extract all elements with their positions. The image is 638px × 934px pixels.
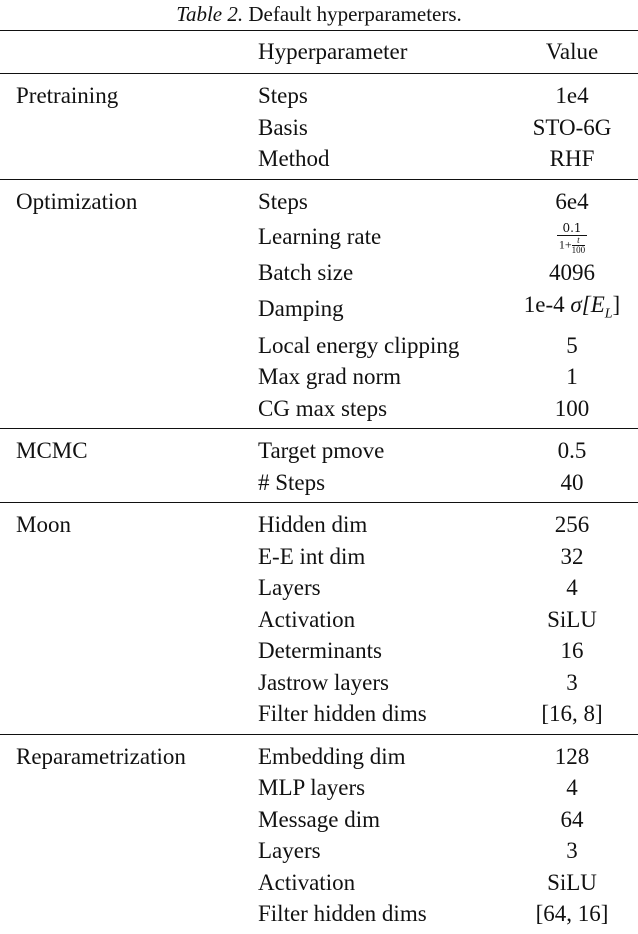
value-cell: 3 [566, 838, 578, 864]
value-cell: 16 [560, 638, 584, 664]
param-cell: Filter hidden dims [258, 901, 427, 927]
value-cell: SiLU [547, 869, 597, 895]
param-cell: Determinants [258, 638, 382, 664]
param-cell: Max grad norm [258, 364, 402, 390]
param-cell: # Steps [258, 469, 326, 495]
group-pretraining [0, 74, 638, 180]
value-cell: 256 [554, 512, 590, 538]
param-cell: Method [258, 146, 330, 171]
param-cell: Steps [258, 83, 308, 108]
header-hyperparameter: Hyperparameter [258, 39, 408, 64]
value-cell: 3 [566, 669, 578, 695]
param-cell: Activation [258, 606, 356, 632]
value-cell: 1 [566, 364, 578, 390]
value-cell: 40 [560, 469, 584, 495]
param-cell: Learning rate [258, 224, 382, 249]
learning-rate-fraction [557, 222, 587, 255]
group-label: Moon [16, 512, 71, 538]
table-row [0, 734, 638, 772]
group-optimization [0, 179, 638, 429]
value-cell: [16, 8] [541, 701, 603, 727]
value-cell: 100 [554, 395, 590, 421]
value-cell: 0.5 [557, 438, 587, 464]
param-cell: Filter hidden dims [258, 701, 427, 727]
param-cell: Steps [258, 188, 308, 214]
group-label: Optimization [16, 188, 138, 214]
value-cell-fraction [506, 217, 638, 257]
value-cell: 4 [566, 775, 578, 801]
fraction-denominator [557, 236, 587, 255]
damping-subscript: L [604, 306, 613, 322]
value-cell: [64, 16] [535, 901, 609, 927]
sub-fraction-numerator: t [572, 236, 586, 246]
value-cell: SiLU [547, 606, 597, 632]
group-label: Reparametrization [16, 743, 186, 769]
sub-fraction [572, 236, 586, 255]
value-cell: 64 [560, 806, 584, 832]
param-cell: Local energy clipping [258, 332, 460, 358]
param-cell: Damping [258, 296, 344, 322]
caption-text: Default hyperparameters. [248, 2, 462, 26]
caption-label: Table 2. [176, 2, 244, 26]
param-cell: Layers [258, 575, 321, 601]
param-cell: Target pmove [258, 438, 385, 464]
group-mcmc [0, 429, 638, 503]
param-cell: Embedding dim [258, 743, 406, 769]
table-row [0, 179, 638, 217]
param-cell: E-E int dim [258, 543, 366, 569]
group-moon [0, 503, 638, 735]
param-cell: CG max steps [258, 395, 388, 421]
value-cell: STO-6G [532, 114, 612, 140]
group-label: Pretraining [16, 83, 119, 108]
table-row [0, 429, 638, 467]
param-cell: Hidden dim [258, 512, 368, 538]
value-cell: RHF [549, 146, 595, 171]
hyperparameter-table [0, 30, 638, 934]
fraction-numerator: 0.1 [557, 222, 587, 236]
header-value: Value [545, 39, 599, 64]
denominator-lead: 1+ [558, 237, 572, 252]
param-cell: Message dim [258, 806, 381, 832]
value-cell: 128 [554, 743, 590, 769]
value-cell: 1e4 [555, 83, 589, 108]
header-group [0, 31, 256, 74]
damping-tail: ] [612, 291, 621, 317]
value-cell: 4 [566, 575, 578, 601]
group-label: MCMC [16, 438, 88, 464]
value-cell-damping [506, 289, 638, 330]
param-cell: Batch size [258, 260, 354, 285]
value-cell: 5 [566, 332, 578, 358]
table-row [0, 74, 638, 112]
value-cell: 32 [560, 543, 584, 569]
table-row [0, 503, 638, 541]
param-cell: Layers [258, 838, 321, 864]
group-reparametrization [0, 734, 638, 934]
param-cell: Jastrow layers [258, 669, 389, 695]
param-cell: Activation [258, 869, 356, 895]
sub-fraction-denominator: 100 [571, 245, 586, 256]
value-cell: 6e4 [555, 188, 589, 214]
header-row [0, 31, 638, 74]
table-caption [0, 2, 638, 26]
param-cell: MLP layers [258, 775, 366, 801]
param-cell: Basis [258, 114, 308, 140]
damping-math: σ[E [570, 291, 605, 317]
damping-lead: 1e-4 [523, 291, 571, 317]
value-cell: 4096 [549, 260, 595, 285]
